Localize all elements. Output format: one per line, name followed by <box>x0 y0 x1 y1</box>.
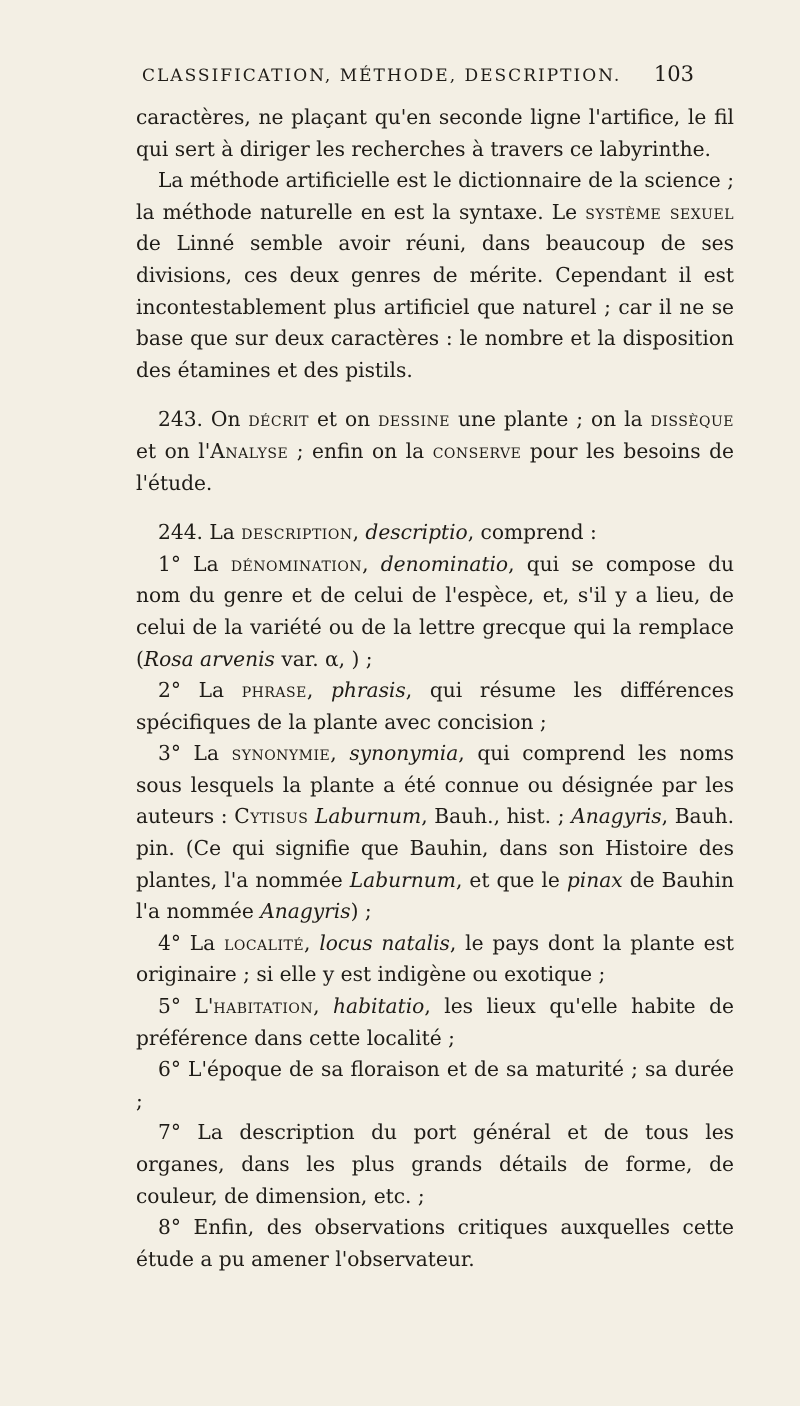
list-item-7: 7° La description du port général et de tous les organes, dans les plus grands détails de forme, de couleur, de dimension, etc. ; <box>136 1120 734 1208</box>
running-head-title: CLASSIFICATION, MÉTHODE, DESCRIPTION. <box>142 66 622 86</box>
section-243: 243. On décrit et on dessine une plante ; on la dissèque et on l'Analyse ; enfin on la conserve pour les besoins de l'étude. <box>136 407 735 495</box>
list-item-5: 5° L'habitation, habitatio, les lieux qu'elle habite de préférence dans cette localité ; <box>136 994 735 1050</box>
list-item-3: 3° La synonymie, synonymia, qui comprend les noms sous lesquels la plante a été connue ou désignée par les auteurs : Cytisus Laburnum, Bauh., hist. ; Anagyris, Bauh. pin. (Ce qui signifie que Bauhin, dans son Histoire des plantes, l'a nommée Laburnum, et que le pinax de Bauhin l'a nommée Anagyris) ; <box>136 741 735 924</box>
paragraph-methods: La méthode artificielle est le dictionnaire de la science ; la méthode naturelle en est la syntaxe. Le système sexuel de Linné semble avoir réuni, dans beaucoup de ses divisions, ces deux genres de mérite. Cependant il est incontestablement plus artificiel que naturel ; car il ne se base que sur deux caractères : le nombre et la disposition des étamines et des pistils. <box>136 168 734 382</box>
body-text <box>136 102 734 1275</box>
running-head <box>136 62 734 86</box>
paragraph-continuation: caractères, ne plaçant qu'en seconde ligne l'artifice, le fil qui sert à diriger les recherches à travers ce labyrinthe. <box>136 105 734 161</box>
list-item-2: 2° La phrase, phrasis, qui résume les différences spécifiques de la plante avec concision ; <box>136 678 734 734</box>
list-item-8: 8° Enfin, des observations critiques auxquelles cette étude a pu amener l'observateur. <box>136 1215 734 1271</box>
list-item-4: 4° La localité, locus natalis, le pays dont la plante est originaire ; si elle y est indigène ou exotique ; <box>136 930 735 987</box>
list-item-1: 1° La dénomination, denominatio, qui se compose du nom du genre et de celui de l'espèce, et, s'il y a lieu, de celui de la variété ou de la lettre grecque qui la remplace (Rosa arvenis var. α, ) ; <box>136 551 734 671</box>
list-item-6: 6° L'époque de sa floraison et de sa maturité ; sa durée ; <box>136 1057 734 1113</box>
section-244: 244. La description, descriptio, comprend : <box>158 520 597 545</box>
page-number: 103 <box>653 62 694 86</box>
